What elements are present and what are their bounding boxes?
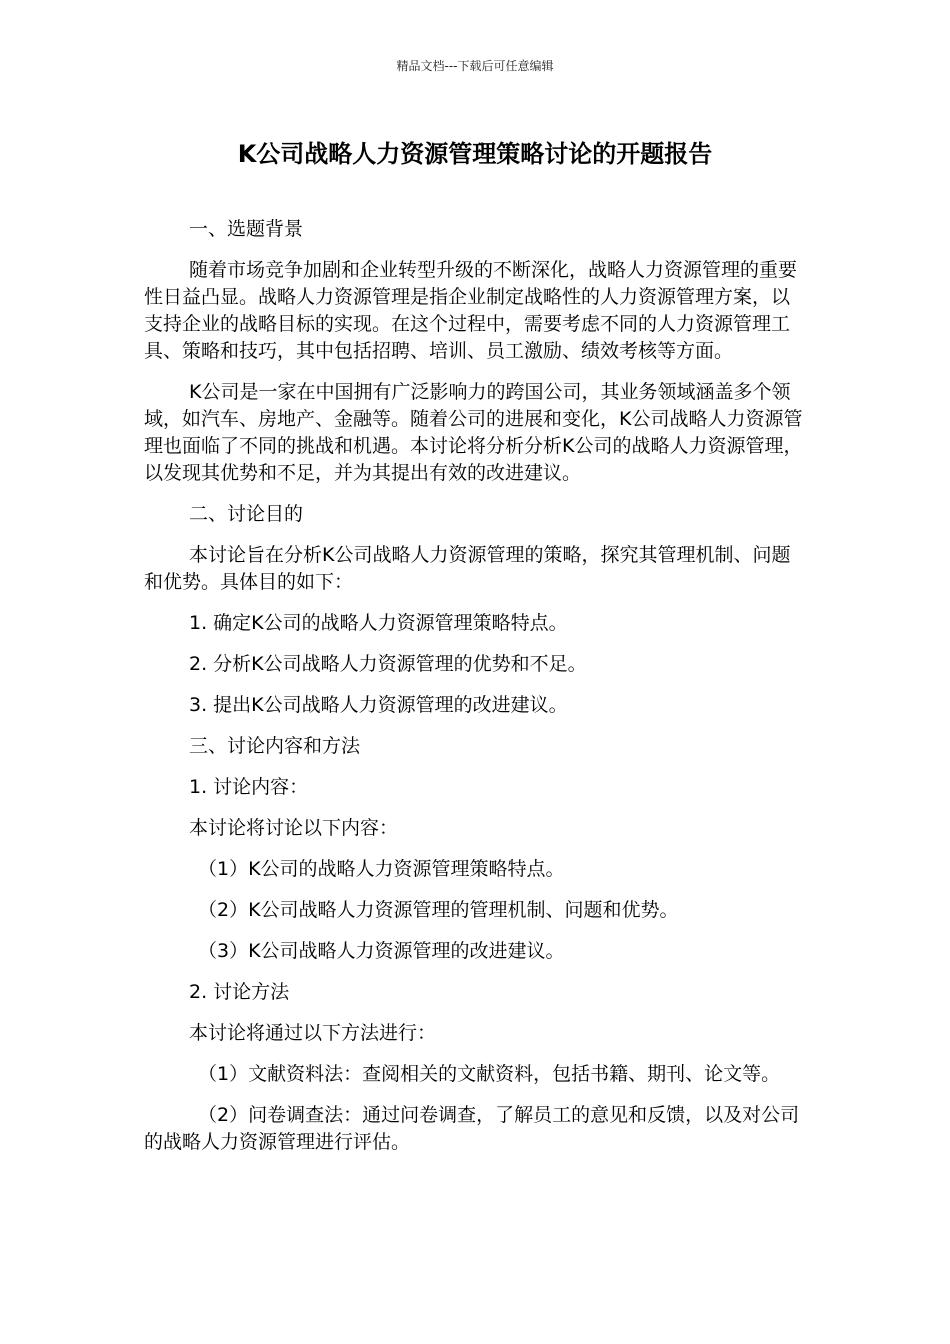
list-item: 2. 分析K公司战略人力资源管理的优势和不足。 bbox=[189, 653, 587, 675]
section-heading-content-method: 三、讨论内容和方法 bbox=[189, 735, 361, 757]
section-heading-background: 一、选题背景 bbox=[189, 218, 304, 240]
list-item: （1）文献资料法：查阅相关的文献资料，包括书籍、期刊、论文等。 bbox=[198, 1063, 781, 1085]
list-item: （2）问卷调查法：通过问卷调查，了解员工的意见和反馈，以及对公司的战略人力资源管理进行评估。 bbox=[144, 1104, 800, 1153]
list-item: （3）K公司战略人力资源管理的改进建议。 bbox=[198, 940, 565, 962]
document-body bbox=[144, 216, 808, 1170]
subheading-method: 2. 讨论方法 bbox=[189, 981, 290, 1003]
paragraph-background-2: K公司是一家在中国拥有广泛影响力的跨国公司，其业务领域涵盖多个领域，如汽车、房地产、金融等。随着公司的进展和变化，K公司战略人力资源管理也面临了不同的挑战和机遇。本讨论将分析分析K公司的战略人力资源管理，以发现其优势和不足，并为其提出有效的改进建议。 bbox=[144, 381, 803, 484]
paragraph-content-intro: 本讨论将讨论以下内容： bbox=[189, 817, 399, 839]
list-item: （1）K公司的战略人力资源管理策略特点。 bbox=[198, 858, 565, 880]
subheading-content: 1. 讨论内容： bbox=[189, 776, 309, 798]
paragraph-purpose: 本讨论旨在分析K公司战略人力资源管理的策略，探究其管理机制、问题和优势。具体目的如下： bbox=[144, 544, 791, 593]
document-title: K公司战略人力资源管理策略讨论的开题报告 bbox=[237, 140, 713, 168]
page-header: 精品文档---下载后可任意编辑 bbox=[396, 59, 554, 73]
list-item: 1. 确定K公司的战略人力资源管理策略特点。 bbox=[189, 612, 568, 634]
list-item: （2）K公司战略人力资源管理的管理机制、问题和优势。 bbox=[198, 899, 679, 921]
paragraph-background-1: 随着市场竞争加剧和企业转型升级的不断深化，战略人力资源管理的重要性日益凸显。战略人力资源管理是指企业制定战略性的人力资源管理方案，以支持企业的战略目标的实现。在这个过程中，需要考虑不同的人力资源管理工具、策略和技巧，其中包括招聘、培训、员工激励、绩效考核等方面。 bbox=[144, 259, 798, 362]
section-heading-purpose: 二、讨论目的 bbox=[189, 503, 304, 525]
paragraph-method-intro: 本讨论将通过以下方法进行： bbox=[189, 1022, 437, 1044]
list-item: 3. 提出K公司战略人力资源管理的改进建议。 bbox=[189, 694, 568, 716]
